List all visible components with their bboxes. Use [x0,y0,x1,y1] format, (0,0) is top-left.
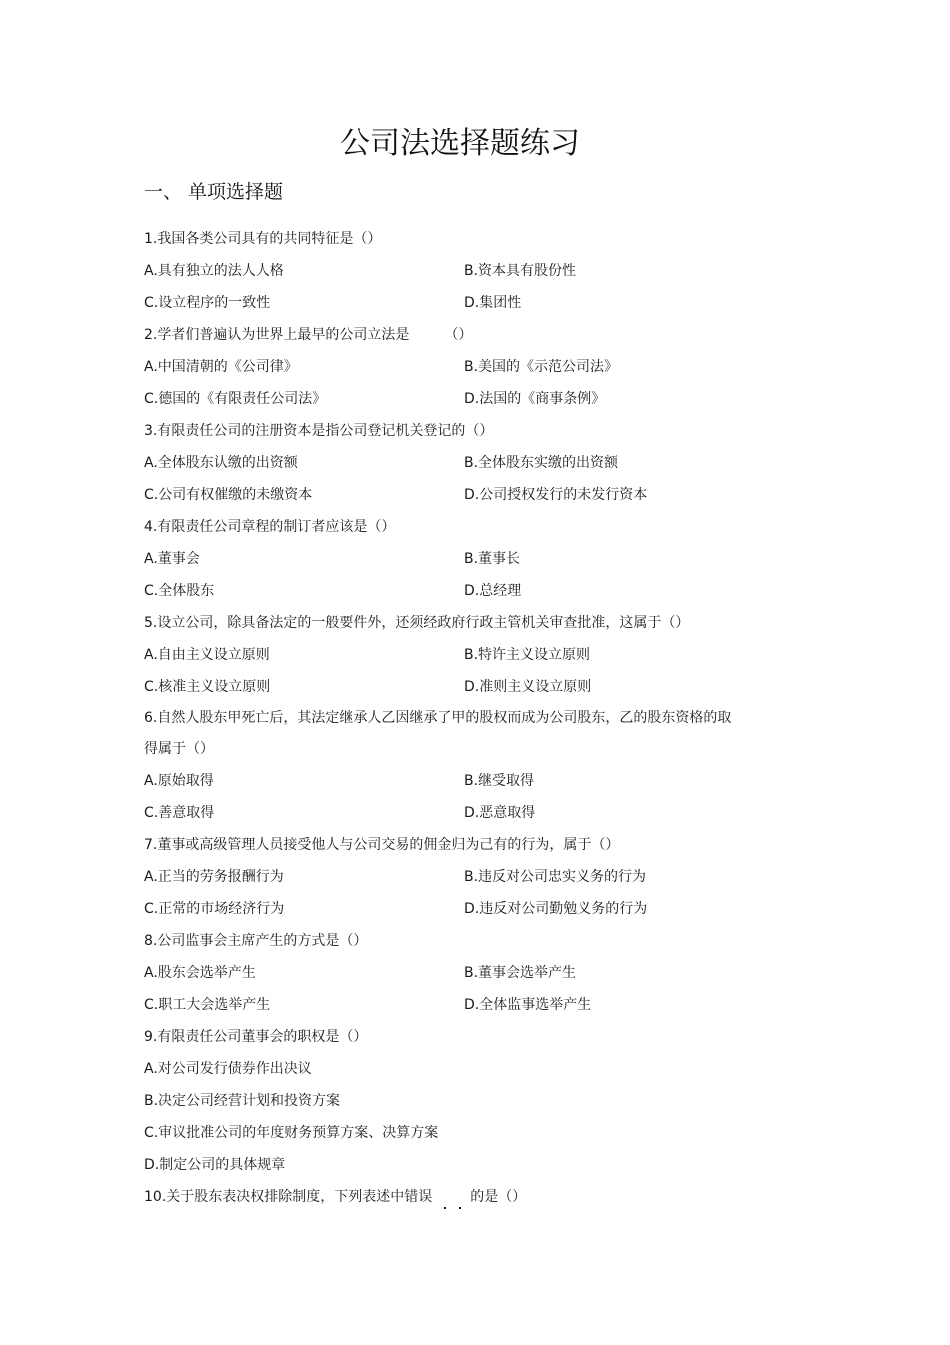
question-3-options-cd [144,479,784,511]
question-5-option-a: A.自由主义设立原则 [144,647,270,663]
question-8-stem: 8.公司监事会主席产生的方式是（） [144,933,368,949]
question-9-option-b: B.决定公司经营计划和投资方案 [144,1093,341,1109]
question-2-option-a: A.中国清朝的《公司律》 [144,359,298,375]
question-8-option-d: D.全体监事选举产生 [464,997,592,1013]
question-8-option-a: A.股东会选举产生 [144,965,256,981]
question-1-option-d: D.集团性 [464,295,522,311]
question-4-options-cd [144,575,784,607]
question-3-stem: 3.有限责任公司的注册资本是指公司登记机关登记的（） [144,423,494,439]
question-5-option-c: C.核准主义设立原则 [144,679,271,695]
question-7-option-b: B.违反对公司忠实义务的行为 [464,869,647,885]
question-9-option-c: C.审议批准公司的年度财务预算方案、决算方案 [144,1125,439,1141]
question-7-options-ab [144,861,784,893]
question-8-options-ab [144,957,784,989]
question-3-option-d: D.公司授权发行的未发行资本 [464,487,648,503]
question-8-options-cd [144,989,784,1021]
question-2-options-cd [144,383,784,415]
question-1-option-c: C.设立程序的一致性 [144,295,271,311]
question-10-stem [144,1181,784,1213]
question-6-option-c: C.善意取得 [144,805,215,821]
question-4-stem: 4.有限责任公司章程的制订者应该是（） [144,519,396,535]
question-10-stem-part-2: 的是（） [470,1189,527,1205]
question-4-option-c: C.全体股东 [144,583,215,599]
question-2-options-ab [144,351,784,383]
question-1-option-b: B.资本具有股份性 [464,263,577,279]
question-1-options-cd [144,287,784,319]
question-3-option-c: C.公司有权催缴的未缴资本 [144,487,313,503]
section-heading: 一、 单项选择题 [144,181,284,203]
question-4-option-b: B.董事长 [464,551,521,567]
question-8-option-b: B.董事会选举产生 [464,965,577,981]
question-2-option-b: B.美国的《示范公司法》 [464,359,619,375]
question-7-option-a: A.正当的劳务报酬行为 [144,869,284,885]
question-6-option-d: D.恶意取得 [464,805,536,821]
question-10-stem-part-1: 10.关于股东表决权排除制度，下列表述中错误 [144,1189,433,1205]
question-2-option-c: C.德国的《有限责任公司法》 [144,391,327,407]
question-6-option-a: A.原始取得 [144,773,214,789]
question-3-option-b: B.全体股东实缴的出资额 [464,455,619,471]
question-5-option-b: B.特许主义设立原则 [464,647,591,663]
page-title: 公司法选择题练习 [340,126,580,161]
question-4-option-a: A.董事会 [144,551,200,567]
question-9-stem: 9.有限责任公司董事会的职权是（） [144,1029,368,1045]
question-6-option-b: B.继受取得 [464,773,535,789]
emphasis-dots [432,1187,470,1201]
question-5-option-d: D.准则主义设立原则 [464,679,592,695]
question-3-option-a: A.全体股东认缴的出资额 [144,455,298,471]
question-9-option-d: D.制定公司的具体规章 [144,1157,286,1173]
question-6-stem: 6.自然人股东甲死亡后，其法定继承人乙因继承了甲的股权而成为公司股东，乙的股东资格的取得属于（） [144,710,732,757]
question-4-option-d: D.总经理 [464,583,522,599]
question-3-options-ab [144,447,784,479]
question-1-option-a: A.具有独立的法人人格 [144,263,284,279]
question-7-option-c: C.正常的市场经济行为 [144,901,285,917]
question-7-stem: 7.董事或高级管理人员接受他人与公司交易的佣金归为己有的行为，属于（） [144,837,620,853]
question-2-stem: 2.学者们普遍认为世界上最早的公司立法是 （） [144,327,473,343]
question-list [144,223,784,1213]
question-8-option-c: C.职工大会选举产生 [144,997,271,1013]
question-4-options-ab [144,543,784,575]
question-5-options-cd [144,671,784,703]
question-5-options-ab [144,639,784,671]
question-1-stem: 1.我国各类公司具有的共同特征是（） [144,231,382,247]
question-5-stem: 5.设立公司，除具备法定的一般要件外，还须经政府行政主管机关审查批准，这属于（） [144,615,690,631]
question-1-options-ab [144,255,784,287]
question-7-options-cd [144,893,784,925]
question-6-options-cd [144,797,784,829]
question-7-option-d: D.违反对公司勤勉义务的行为 [464,901,648,917]
question-6-options-ab [144,765,784,797]
question-9-option-a: A.对公司发行债券作出决议 [144,1061,312,1077]
question-2-option-d: D.法国的《商事条例》 [464,391,606,407]
